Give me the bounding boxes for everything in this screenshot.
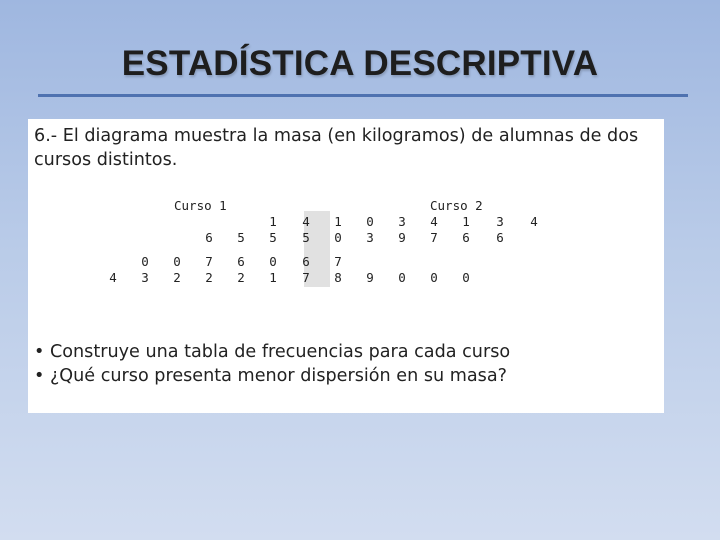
leaf-digit: 8 xyxy=(334,270,342,285)
leaf-digit: 7 xyxy=(334,254,342,269)
content-card xyxy=(28,119,664,413)
leaf-digit: 3 xyxy=(496,214,504,229)
leaf-digit: 7 xyxy=(430,230,438,245)
leaf-digit: 4 xyxy=(109,270,117,285)
leaf-digit: 5 xyxy=(237,230,245,245)
leaf-digit: 1 xyxy=(269,214,277,229)
question-text: 6.- El diagrama muestra la masa (en kilogramos) de alumnas de dos cursos distintos. xyxy=(34,126,639,170)
leaf-digit: 5 xyxy=(269,230,277,245)
leaf-digit: 1 xyxy=(462,214,470,229)
leaf-digit: 2 xyxy=(205,270,213,285)
leaf-digit: 3 xyxy=(366,230,374,245)
curso-2-label: Curso 2 xyxy=(430,198,483,213)
leaf-digit: 0 xyxy=(430,270,438,285)
leaf-digit: 1 xyxy=(269,270,277,285)
stem-digit: 6 xyxy=(302,254,310,269)
leaf-digit: 0 xyxy=(334,230,342,245)
leaf-digit: 9 xyxy=(366,270,374,285)
leaf-digit: 2 xyxy=(237,270,245,285)
leaf-digit: 1 xyxy=(334,214,342,229)
leaf-digit: 4 xyxy=(430,214,438,229)
leaf-digit: 0 xyxy=(141,254,149,269)
task-item: • ¿Qué curso presenta menor dispersión en su masa? xyxy=(34,366,507,386)
leaf-digit: 0 xyxy=(398,270,406,285)
leaf-digit: 3 xyxy=(141,270,149,285)
title-underline xyxy=(38,94,688,97)
stem-digit: 4 xyxy=(302,214,310,229)
leaf-digit: 7 xyxy=(205,254,213,269)
leaf-digit: 6 xyxy=(496,230,504,245)
leaf-digit: 6 xyxy=(462,230,470,245)
leaf-digit: 3 xyxy=(398,214,406,229)
leaf-digit: 2 xyxy=(173,270,181,285)
leaf-digit: 6 xyxy=(237,254,245,269)
leaf-digit: 0 xyxy=(366,214,374,229)
leaf-digit: 0 xyxy=(462,270,470,285)
slide-title: ESTADÍSTICA DESCRIPTIVA xyxy=(121,44,599,83)
task-list xyxy=(34,340,664,388)
stem-digit: 7 xyxy=(302,270,310,285)
leaf-digit: 0 xyxy=(173,254,181,269)
curso-1-label: Curso 1 xyxy=(174,198,227,213)
task-item: • Construye una tabla de frecuencias para cada curso xyxy=(34,342,511,362)
leaf-digit: 4 xyxy=(530,214,538,229)
leaf-digit: 9 xyxy=(398,230,406,245)
stem-digit: 5 xyxy=(302,230,310,245)
leaf-digit: 6 xyxy=(205,230,213,245)
leaf-digit: 0 xyxy=(269,254,277,269)
